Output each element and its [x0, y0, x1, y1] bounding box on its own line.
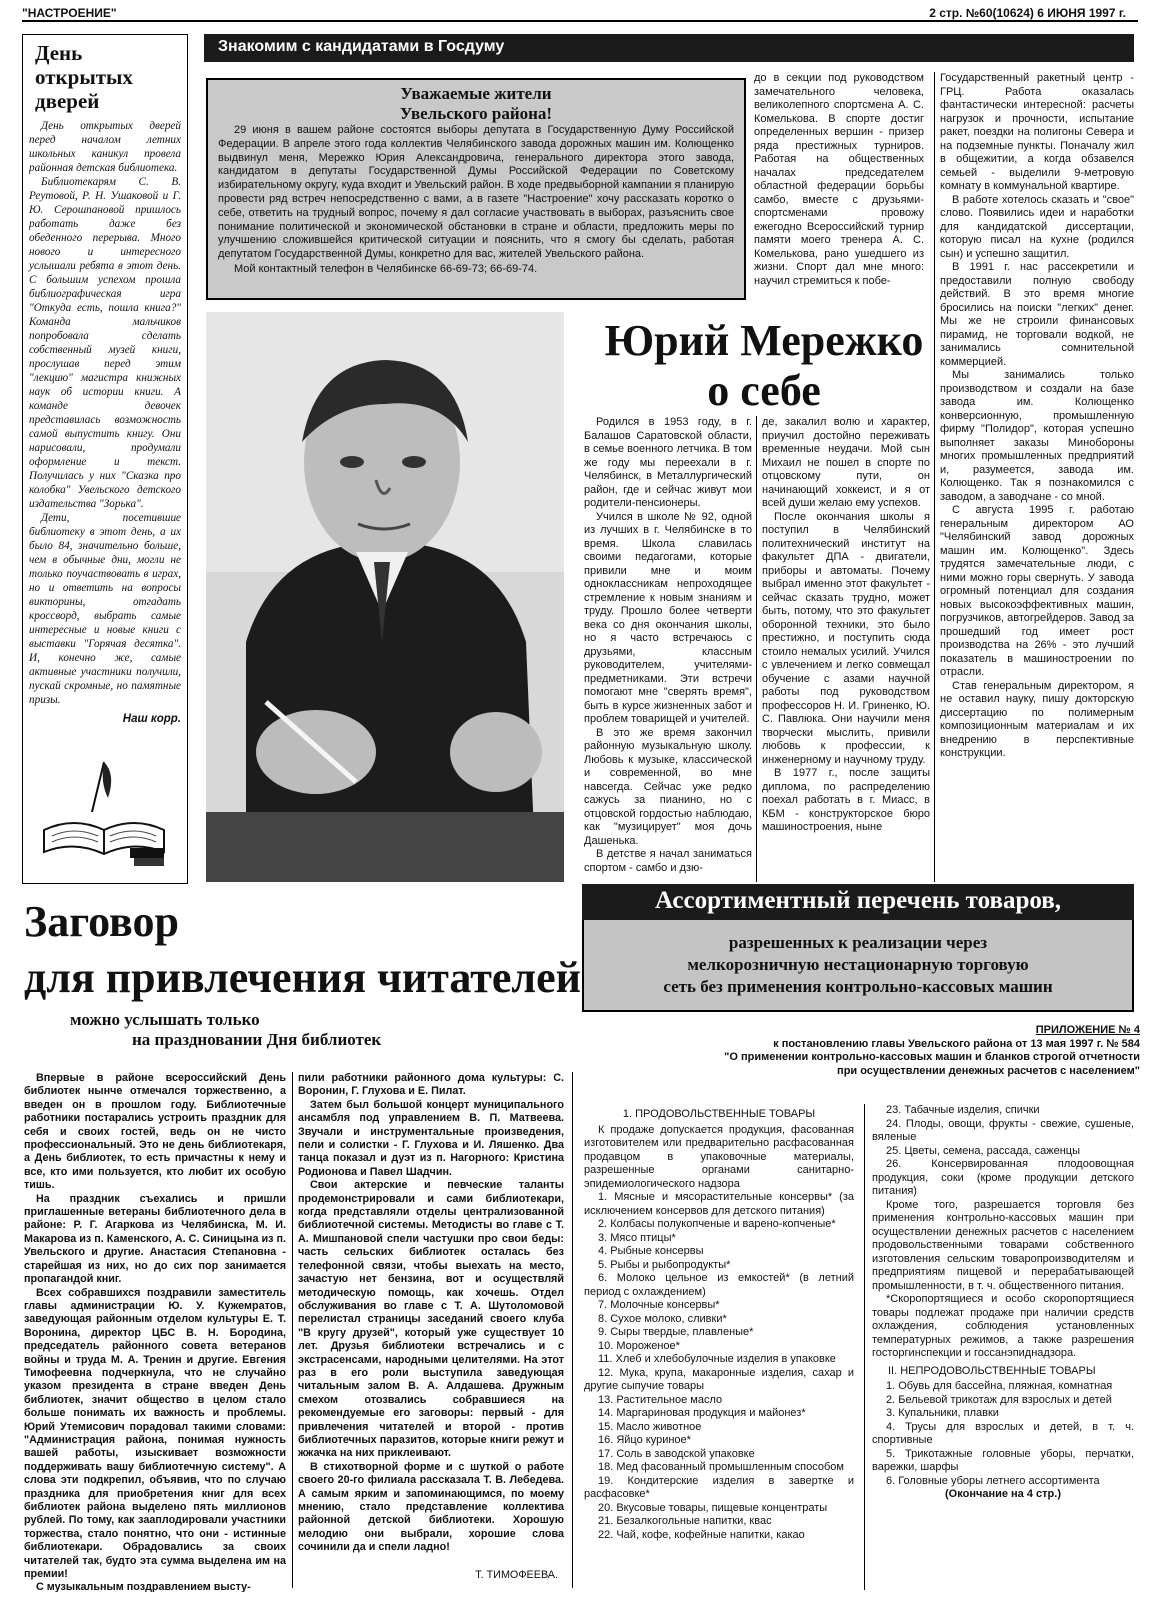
- newspaper-name: "НАСТРОЕНИЕ": [22, 6, 117, 20]
- appeal-title-1: Уважаемые жители: [400, 84, 552, 103]
- nonfood-list-heading: II. НЕПРОДОВОЛЬСТВЕННЫЕ ТОВАРЫ: [888, 1364, 1096, 1377]
- column-rule: [756, 416, 757, 882]
- bio-paragraph: Родился в 1953 году, в г. Балашов Саратовской области, в семье военного летчика. В том же году мы переехали в г. Челябинск, в Металлургический район, где и сейчас живут мои родители-пенсионеры.: [584, 416, 752, 509]
- list-item: 3. Купальники, плавки: [886, 1407, 999, 1419]
- list-item: 2. Колбасы полукопченые и варено-копченые*: [598, 1218, 836, 1230]
- column-rule: [292, 1072, 293, 1588]
- list-item: 5. Рыбы и рыбопродукты*: [598, 1258, 731, 1271]
- library-article-subtitle: [70, 1010, 550, 1050]
- library-title-line-1: Заговор: [24, 897, 179, 946]
- list-item: 1. Мясные и мясорастительные консервы* (за исключением консервов для детского питания): [584, 1191, 854, 1217]
- list-item: 3. Мясо птицы*: [598, 1231, 676, 1244]
- bio-column-a: [584, 416, 752, 882]
- assortment-title: Ассортиментный перечень товаров,: [582, 884, 1134, 920]
- list-item: 1. Обувь для бассейна, пляжная, комнатная: [886, 1380, 1113, 1392]
- list-item: 13. Растительное масло: [598, 1393, 723, 1406]
- bio-paragraph: После окончания школы я поступил в Челябинский политехнический институт на факультет ДПА - двигатели, приборы и автоматы. Почему выбрал именно этот факультет - сейчас сказать трудно, может быть, потому, что это факультет оборонной техники, это было престижно, и поступить сюда стоило немалых усилий. Учился с увлечением и легко совмещал обучение с азами научной работы под руководством профессоров Н. И. Гриненко, Ю. С. Павлюка. Они научили меня творчески мыслить, привили любовь к профессии, к инженерному и научному труду.: [762, 510, 930, 766]
- bio-paragraph: В детстве я начал заниматься спортом - самбо и дзю-: [584, 848, 752, 874]
- list-item: 16. Яйцо куриное*: [598, 1434, 691, 1446]
- list-item: 7. Молочные консервы*: [598, 1299, 720, 1311]
- food-list-heading: 1. ПРОДОВОЛЬСТВЕННЫЕ ТОВАРЫ: [622, 1108, 816, 1120]
- section-band: Знакомим с кандидатами в Госдуму: [204, 34, 1134, 62]
- list-item: 20. Вкусовые товары, пищевые концентраты: [598, 1501, 828, 1514]
- appeal-text: 29 июня в вашем районе состоятся выборы депутата в Государственную Думу Российской Федерации. В апреле этого года коллектив Челябинского завода дорожных машин им. Колющенко выдвинул меня, Мережко Юрия Александровича, генерального директора этого завода, кандидатом в депутаты Государственной Думы Российской Федерации по Советскому избирательному округу, куда входит и Увельский район. В ходе предвыборной кампании я планирую провести ряд встреч непосредственно с вами, а в газете "Настроение" хочу рассказать коротко о себе, ответить на трудный вопрос, почему я дал согласие участвовать в выборах, разъяснить свое понимание политической и экономической обстановки в стране и области, предложить меры по улучшению сложившейся критической ситуации и пояснить, что я смогу бы сделать, работая депутатом Государственной Думы, конкретно для вас, жителей Увельского района.: [218, 124, 734, 261]
- list-item: 14. Маргариновая продукция и майонез*: [598, 1407, 806, 1419]
- list-item: 6. Головные уборы летнего ассортимента: [886, 1474, 1100, 1487]
- list-item: 25. Цветы, семена, рассада, саженцы: [886, 1144, 1080, 1157]
- library-paragraph: Впервые в районе всероссийский День библиотек нынче отмечался торжественно, а введен он в прошлом году. Библиотечные работники постарались устроить праздник для себя и своих гостей, ведь он не чисто профессиональный. Это не день библиотекаря, а День библиотек, то есть причастны к нему и все, кто ими пользуется, кто любит их особую тишь.: [24, 1072, 286, 1192]
- issue-info: 2 стр. №60(10624) 6 ИЮНЯ 1997 г.: [929, 6, 1126, 20]
- appeal-phone: Мой контактный телефон в Челябинске 66-69-73; 66-69-74.: [234, 262, 538, 275]
- library-paragraph: Всех собравшихся поздравили заместитель главы администрации Ю. У. Кужемратов, заведующая районным отделом культуры Е. Т. Воронина, директор ЦБС В. Н. Бородина, председатель районного совета ветеранов войны и труда М. А. Тренин и другие. Евгения Тимофеевна подчеркнула, что не случайно указом президента в стране введен День библиотек, значит общество в целом стало больше понимать их важность и проблемы. Юрий Утемисович порадовал такими словами: "Администрация района, понимая нужность вашей работы, изыскивает возможности поддерживать вашу библиотечную систему". А слова эти подкрепил, объявив, что по случаю праздника для приобретения книг для всех библиотек района выделено пять миллионов рублей. По тому, как зааплодировали участники торжества, стало понятно, что они - истинные библиотекари. Обрадовались за своих читателей так, будто эта сумма выделена им на премии!: [24, 1286, 286, 1581]
- library-column-1: [24, 1072, 286, 1592]
- library-title-line-2: для привлечения читателей: [24, 953, 581, 1002]
- header-rule: [22, 20, 1138, 22]
- library-subtitle-line-2: на праздновании Дня библиотек: [132, 1030, 382, 1049]
- appendix-line: "О применении контрольно-кассовых машин и бланков строгой отчетности: [724, 1051, 1140, 1063]
- library-paragraph: пили работники районного дома культуры: С. Воронин, Г. Глухова и Е. Пилат.: [298, 1072, 564, 1098]
- bio-paragraph: до в секции под руководством замечательного человека, великолепного спортсмена А. С. Комелькова. В спорте достиг определенных вершин - призер ряда престижных турниров. Работая на общественных началах председателем областной федерации борьбы самбо, вместе с друзьями-спортсменами провожу ежегодно Всероссийский турнир памяти моего тренера А. С. Комелькова, рано ушедшего из жизни. Спорт дал мне много: научил стремиться к побе-: [754, 72, 924, 287]
- sidebar-title: День открытых дверей: [35, 41, 133, 113]
- list-item: 15. Масло животное: [598, 1420, 702, 1433]
- bio-paragraph: С августа 1995 г. работаю генеральным директором АО "Челябинский завод дорожных машин им. Колющенко". Здесь трудятся замечательные люди, с ними можно горы свернуть. У завода огромный потенциал для создания новых высокоэффективных машин, погрузчиков, автогрейдеров. Завод за прошедший год имеет рост производства на 26% - это лучший показатель в машиностроении по отрасли.: [940, 504, 1134, 678]
- library-paragraph: В стихотворной форме и с шуткой о работе своего 20-го филиала рассказала Т. В. Лебедева. А самым ярким и запоминающимся, по моему мнению, стало представление коллектива районной детской библиотеки. Хорошую мелодию они выбрали, хорошие слова сочинили да и спели ладно!: [298, 1460, 564, 1554]
- library-paragraph: С музыкальным поздравлением высту-: [36, 1581, 251, 1592]
- sidebar-paragraph: Библиотекарям С. В. Реутовой, Р. Н. Ушаковой и Г. Ю. Серошпановой пришлось работать даже без обеденного перерыва. Много нового и интересного услышали ребята в этот день. С большим успехом прошла библиографическая игра "Откуда есть, пошла книга?" Команда мальчиков попробовала сделать собственный музей книги, прослушав перед этим "лекцию" магистра книжных наук об истории книги. А команде девочек представилась возможность самой выпустить книгу. Они нарисовали, продумали оформление и текст. Получилась у них "Сказка про колобка" Увельского детского издательства "Зорька".: [29, 176, 181, 510]
- list-item: 12. Мука, крупа, макаронные изделия, сахар и другие сыпучие товары: [584, 1366, 854, 1392]
- bio-title-line-2: о себе: [707, 366, 821, 415]
- appeal-title-2: Увельского района!: [399, 104, 553, 123]
- food-list-column: [584, 1104, 854, 1590]
- library-paragraph: На праздник съехались и пришли приглашенные ветераны библиотечного дела в районе: Р. Г. Агаркова из Челябинска, М. И. Макарова из п. Каменского, А. С. Синицына из п. Увельского и другие. Анастасия Степановна - старейшая из них, но до сих пор занимается пропагандой книг.: [24, 1192, 286, 1286]
- list-item: 18. Мед фасованный промышленным способом: [598, 1461, 844, 1473]
- sidebar-paragraph: Дети, посетившие библиотеку в этот день, а их было 84, значительно больше, чем в обычные дни, могли не только поучаствовать в играх, но и ответить на вопросы викторины, отгадать кроссворд, выбрать самые интересные и новые книги с выставки "Горячая десятка". И, конечно же, самые активные участники получили, пускай скромные, но памятные призы.: [29, 512, 181, 706]
- bio-paragraph: В 1977 г., после защиты диплома, по распределению поехал работать в г. Миасс, в КБМ - конструкторское бюро машиностроения, ныне: [762, 767, 930, 833]
- bio-column-b: [762, 416, 930, 882]
- list-item: 23. Табачные изделия, спички: [886, 1104, 1040, 1116]
- library-paragraph: Затем был большой концерт муниципального ансамбля под управлением В. П. Матвеева. Звучали и инструментальные произведения, пели и солистки - Г. Глухова и И. Ляшенко. Два танца показал и дуэт из п. Нагорного: Кристина Родионова и Павел Шадчин.: [298, 1098, 564, 1178]
- list-note: Кроме того, разрешается торговля без применения контрольно-кассовых машин при осуществлении денежных расчетов с населением продовольственными товарами собственного изготовления сельским товаропроизводителям и предприятиям пищевой и перерабатывающей промышленности, в т. ч. общественного питания.: [872, 1198, 1134, 1292]
- bio-title-line-1: Юрий Мережко: [604, 316, 924, 365]
- list-item: 26. Консервированная плодоовощная продукция, соки (кроме продукции детского питания): [872, 1158, 1134, 1197]
- food-list-intro: К продаже допускается продукция, фасованная изготовителем или предварительно расфасованная продавцом в упаковочные материалы, разрешенные органами санитарно-эпидемиологического надзора: [584, 1123, 854, 1190]
- list-note: *Скоропортящиеся и особо скоропортящиеся товары подлежат продаже при наличии средств охлаждения, соблюдения установленных температурных режимов, а также разрешения госторгинспекции и госсанэпиднадзора.: [872, 1293, 1134, 1359]
- bio-paragraph: В 1991 г. нас рассекретили и предоставили полную свободу действий. В это время многие бросились на поиски "легких" денег. Мы же не строили финансовых пирамид, не торговали водкой, не занимались сомнительной коммерцией.: [940, 261, 1134, 368]
- list-item: 4. Рыбные консервы: [598, 1245, 704, 1257]
- bio-paragraph: В это же время закончил районную музыкальную школу. Любовь к музыке, классической и современной, во мне навсегда. Сейчас уже редко сажусь за пианино, но с отцовской гордостью наблюдаю, как "музицирует" моя дочь Дашенька.: [584, 726, 752, 847]
- library-paragraph: Свои актерские и певческие таланты продемонстрировали и сами библиотекари, когда представляли отделы централизованной библиотечной системы. Методисты во главе с Т. А. Мишпановой спели частушки про свои беды: часть сельских библиотек осталась без телефонной связи, чтобы выехать на место, зачастую нет бензина, вот и осуществляй методическую помощь, как хочешь. Отдел обслуживания во главе с Т. А. Шутоломовой перелистал страницы заседаний своего клуба "В кругу друзей", который уже существует 10 лет. Друзья библиотеки встречались и с экстрасенсами, народными целителями. На этот раз в его роли выступила заведующая читальным залом В. А. Алдашева. Дружным смехом отозвались собравшиеся на рекомендуемые его заговоры: первый - для привлечения читателей и второй - против библиотечных паразитов, которые книги режут и жжачка на них приклеивают.: [298, 1179, 564, 1460]
- appendix-title: ПРИЛОЖЕНИЕ № 4: [1035, 1024, 1140, 1036]
- bio-paragraph: Мы занимались только производством и создали на базе завода им. Колющенко конверсионную, промышленную фирму "Полидор", которая успешно выполняет заказы Минобороны многих промышленных предприятий и, разумеется, завода им. Колющенко. Так я познакомился с заводом, а заводчане - со мной.: [940, 369, 1134, 503]
- column-rule: [864, 1104, 865, 1590]
- assortment-subtitle-line: сеть без применения контрольно-кассовых машин: [663, 977, 1053, 996]
- appendix-header: [600, 1024, 1140, 1078]
- library-subtitle-line-1: можно услышать только: [70, 1010, 260, 1029]
- list-item: 9. Сыры твердые, плавленые*: [598, 1326, 754, 1338]
- list-item: 22. Чай, кофе, кофейные напитки, какао: [598, 1528, 805, 1541]
- assortment-subtitle-line: разрешенных к реализации через: [728, 933, 988, 952]
- list-item: 19. Кондитерские изделия в завертке и расфасовке*: [584, 1474, 854, 1500]
- list-item: 8. Сухое молоко, сливки*: [598, 1312, 727, 1325]
- library-signature: Т. ТИМОФЕЕВА.: [475, 1568, 558, 1581]
- food-list-continued: [872, 1104, 1134, 1199]
- list-item: 5. Трикотажные головные уборы, перчатки, варежки, шарфы: [872, 1447, 1134, 1473]
- appendix-line: при осуществлении денежных расчетов с населением": [837, 1064, 1140, 1077]
- column-rule: [934, 72, 935, 882]
- bio-paragraph: Государственный ракетный центр - ГРЦ. Работа оказалась фантастически интересной: расчеты нагрузок и прочности, испытание ракет, поездки на полигоны Севера и на подземные пункты. Поначалу жил в общежитии, а когда обзавелся семьей - выделили 9-метровую комнату в коммунальной квартире.: [940, 72, 1134, 192]
- list-item: 17. Соль в заводской упаковке: [598, 1447, 755, 1460]
- bio-paragraph: В работе хотелось сказать и "свое" слово. Появились идеи и наработки для кандидатской диссертации, которую писал на кухне (родился сын) и успешно защитил.: [940, 193, 1134, 260]
- library-article-title: [24, 897, 584, 1003]
- list-item: 10. Мороженое*: [598, 1339, 680, 1352]
- bio-paragraph: Учился в школе № 92, одной из лучших в г. Челябинске в то время. Школа славилась своими педагогами, которые привили мне и моим одноклассникам непроходящее стремление к новым знаниям и труду. Прошло более четверти века со дня окончания школы, но я часто встречаюсь с друзьями, классным руководителем, учителями-предметниками. Эти встречи помогают мне "сверять время", быть в курсе жизненных забот и проблем товарищей и учителей.: [584, 510, 752, 725]
- list-item: 6. Молоко цельное из емкостей* (в летний период с охлаждением): [584, 1272, 854, 1298]
- candidate-portrait-photo: [206, 312, 564, 882]
- list-item: 11. Хлеб и хлебобулочные изделия в упаковке: [598, 1353, 836, 1365]
- list-item: 21. Безалкогольные напитки, квас: [598, 1515, 772, 1527]
- goods-list-column: [872, 1104, 1134, 1590]
- list-item: 2. Бельевой трикотаж для взрослых и детей: [886, 1393, 1112, 1406]
- bio-title: [584, 316, 944, 416]
- bio-column-right: [940, 72, 1134, 882]
- nonfood-list: [872, 1380, 1134, 1488]
- bio-paragraph: де, закалил волю и характер, приучил достойно переживать временные неудачи. Мой сын Михаил не пошел в спорте по отцовскому пути, он начинающий хоккеист, и я от всей души желаю ему успехов.: [762, 416, 930, 509]
- appeal-box: [206, 78, 746, 300]
- appendix-line: к постановлению главы Увельского района от 13 мая 1997 г. № 584: [773, 1037, 1140, 1050]
- list-item: 24. Плоды, овощи, фрукты - свежие, сушеные, вяленые: [872, 1117, 1134, 1143]
- column-rule: [572, 1072, 573, 1588]
- library-column-2: [298, 1072, 564, 1592]
- assortment-subtitle-line: мелкорозничную нестационарную торговую: [687, 955, 1029, 974]
- list-item: 4. Трусы для взрослых и детей, в т. ч. спортивные: [872, 1420, 1134, 1446]
- book-quill-illustration: [34, 752, 174, 870]
- bio-column-top-1: [754, 72, 924, 298]
- bio-paragraph: Став генеральным директором, я не оставил науку, пишу докторскую диссертацию по полимерным композиционным материалам и их внедрению в перспективные конструкции.: [940, 679, 1134, 759]
- sidebar-paragraph: День открытых дверей перед началом летних школьных каникул провела районная детская библиотека.: [29, 120, 181, 174]
- assortment-subtitle: [582, 932, 1134, 998]
- sidebar-signature: Наш корр.: [122, 713, 181, 725]
- continuation-note: (Окончание на 4 стр.): [945, 1488, 1061, 1500]
